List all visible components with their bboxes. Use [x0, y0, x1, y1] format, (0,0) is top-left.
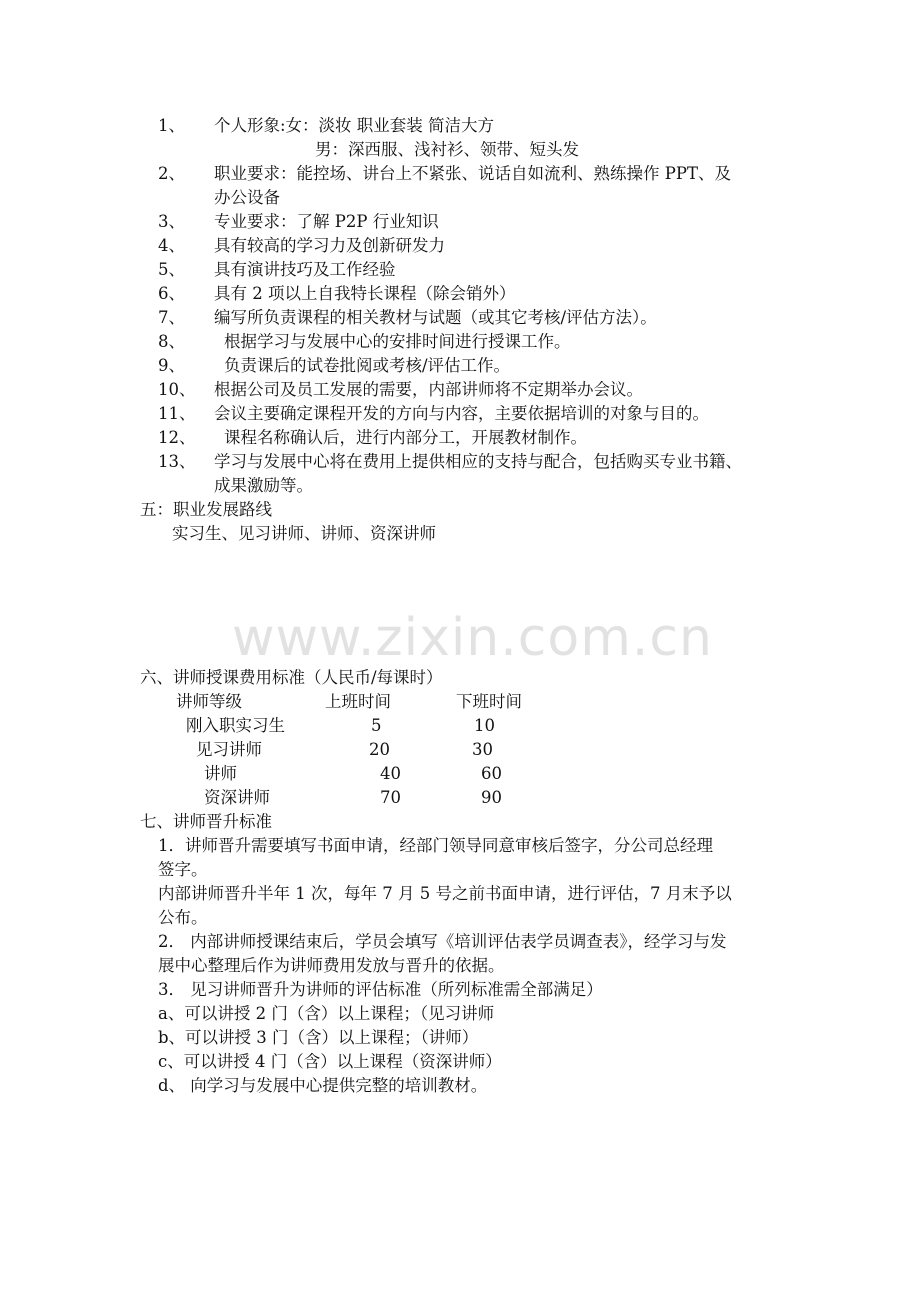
section-heading: 六、讲师授课费用标准（人民币/每课时） [140, 668, 443, 687]
list-item-number: 13、 [158, 452, 196, 471]
table-cell-level: 资深讲师 [204, 788, 270, 807]
list-item-text: 专业要求：了解 P2P 行业知识 [214, 212, 439, 231]
list-item-number: 6、 [158, 284, 185, 303]
list-item-text: 职业要求：能控场、讲台上不紧张、说话自如流利、熟练操作 PPT、及 [214, 164, 731, 183]
table-header-level: 讲师等级 [176, 692, 242, 711]
criteria-item: b、可以讲授 3 门（含）以上课程；（讲师） [158, 1028, 479, 1047]
table-cell-level: 讲师 [204, 764, 237, 783]
list-item-number: 3、 [158, 212, 185, 231]
list-item-number: 7、 [158, 308, 185, 327]
list-item-text: 课程名称确认后，进行内部分工，开展教材制作。 [224, 428, 587, 447]
table-cell-work-fee: 5 [371, 716, 382, 735]
paragraph-line: 3． 见习讲师晋升为讲师的评估标准（所列标准需全部满足） [158, 980, 603, 999]
list-item-text: 男：深西服、浅衬衫、领带、短头发 [315, 140, 579, 159]
section-heading: 七、讲师晋升标准 [140, 812, 272, 831]
list-item-text: 负责课后的试卷批阅或考核/评估工作。 [224, 356, 511, 375]
criteria-item: d、 向学习与发展中心提供完整的培训教材。 [158, 1076, 488, 1095]
list-item-number: 4、 [158, 236, 185, 255]
table-header-work-time: 上班时间 [325, 692, 391, 711]
list-item-text: 具有 2 项以上自我特长课程（除会销外） [214, 284, 516, 303]
list-item-number: 10、 [158, 380, 196, 399]
paragraph-line: 内部讲师晋升半年 1 次，每年 7 月 5 号之前书面申请，进行评估，7 月末予以 [158, 884, 732, 903]
table-cell-level: 刚入职实习生 [186, 716, 285, 735]
paragraph-line: 1．讲师晋升需要填写书面申请，经部门领导同意审核后签字，分公司总经理 [158, 836, 713, 855]
list-item-text: 办公设备 [214, 188, 280, 207]
list-item-text: 具有较高的学习力及创新研发力 [214, 236, 445, 255]
table-cell-off-fee: 60 [481, 764, 502, 783]
table-cell-off-fee: 90 [481, 788, 502, 807]
paragraph-line: 2． 内部讲师授课结束后，学员会填写《培训评估表学员调查表》，经学习与发 [158, 932, 727, 951]
table-cell-off-fee: 30 [472, 740, 493, 759]
criteria-item: a、可以讲授 2 门（含）以上课程；（见习讲师 [158, 1004, 495, 1023]
career-path-text: 实习生、见习讲师、讲师、资深讲师 [172, 524, 436, 543]
list-item-text: 个人形象:女：淡妆 职业套装 简洁大方 [214, 116, 495, 135]
list-item-text: 根据公司及员工发展的需要，内部讲师将不定期举办会议。 [214, 380, 643, 399]
paragraph-line: 展中心整理后作为讲师费用发放与晋升的依据。 [158, 956, 505, 975]
table-cell-work-fee: 40 [380, 764, 401, 783]
table-header-off-time: 下班时间 [456, 692, 522, 711]
list-item-number: 12、 [158, 428, 196, 447]
list-item-text: 具有演讲技巧及工作经验 [214, 260, 396, 279]
list-item-number: 1、 [158, 116, 185, 135]
list-item-text: 成果激励等。 [214, 476, 313, 495]
table-cell-work-fee: 20 [369, 740, 390, 759]
section-heading: 五：职业发展路线 [140, 500, 272, 519]
list-item-number: 8、 [158, 332, 185, 351]
list-item-number: 9、 [158, 356, 185, 375]
paragraph-line: 公布。 [158, 908, 208, 927]
list-item-text: 根据学习与发展中心的安排时间进行授课工作。 [224, 332, 571, 351]
list-item-text: 学习与发展中心将在费用上提供相应的支持与配合，包括购买专业书籍、 [214, 452, 742, 471]
table-cell-work-fee: 70 [380, 788, 401, 807]
list-item-number: 11、 [158, 404, 196, 423]
table-cell-level: 见习讲师 [196, 740, 262, 759]
criteria-item: c、可以讲授 4 门（含）以上课程（资深讲师） [158, 1052, 502, 1071]
list-item-text: 会议主要确定课程开发的方向与内容，主要依据培训的对象与目的。 [214, 404, 709, 423]
table-cell-off-fee: 10 [474, 716, 495, 735]
list-item-number: 5、 [158, 260, 185, 279]
watermark-text: www.zixin.com.cn [232, 608, 713, 668]
paragraph-line: 签字。 [158, 860, 208, 879]
list-item-text: 编写所负责课程的相关教材与试题（或其它考核/评估方法）。 [214, 308, 657, 327]
list-item-number: 2、 [158, 164, 185, 183]
